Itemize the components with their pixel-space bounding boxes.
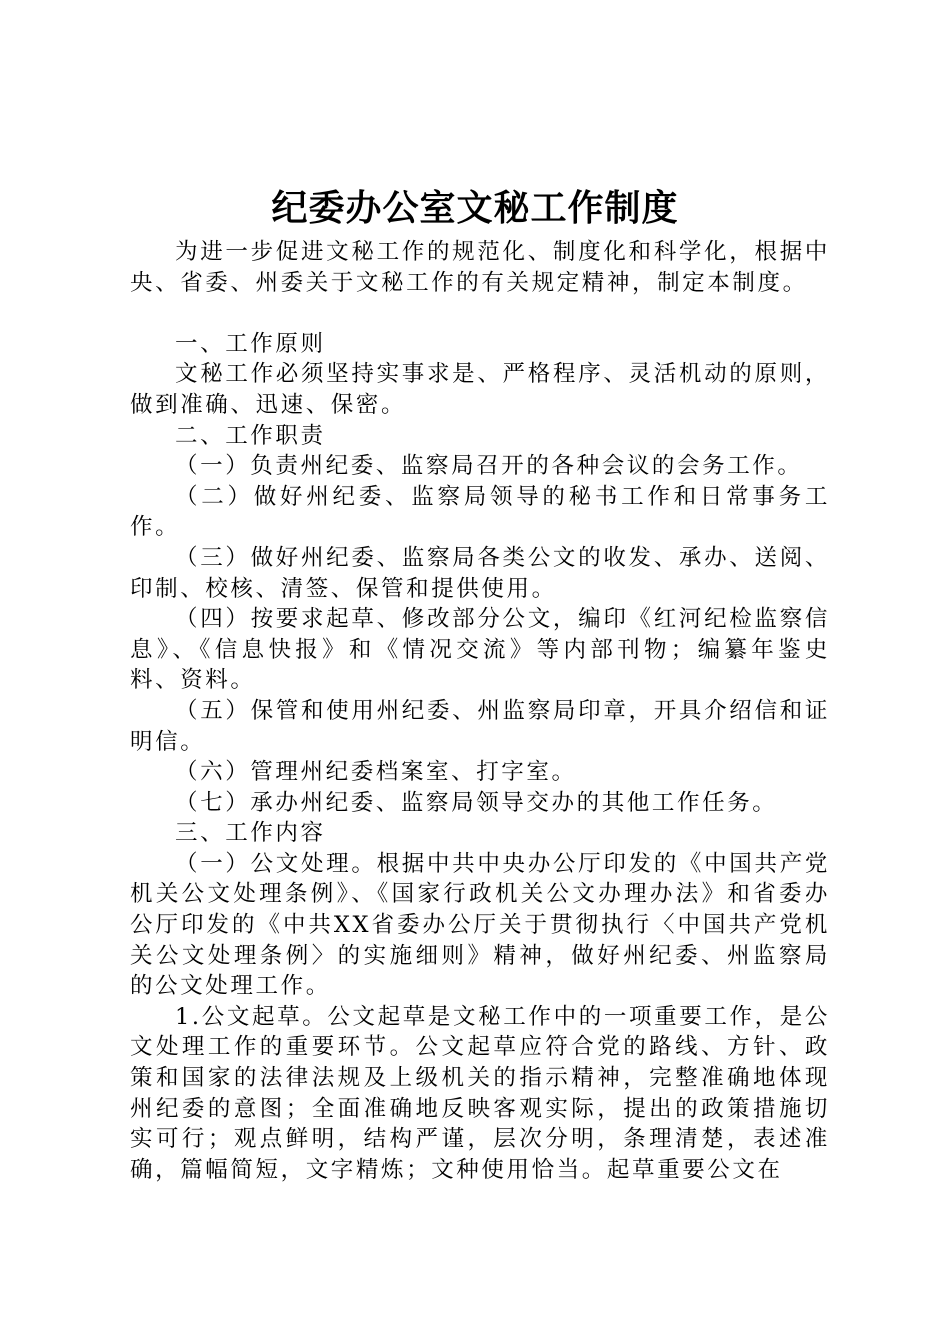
content-item-drafting: 1.公文起草。公文起草是文秘工作中的一项重要工作，是公文处理工作的重要环节。公文起草应符合党的路线、方针、政策和国家的法律法规及上级机关的指示精神，完整准确地体现州纪委的意图；全面准确地反映客观实际，提出的政策措施切实可行；观点鲜明，结构严谨，层次分明，条理清楚，表述准确，篇幅简短，文字精炼；文种使用恰当。起草重要公文在 [130,1003,830,1183]
document-title: 纪委办公室文秘工作制度 [271,187,679,229]
blank-line [130,298,830,329]
principles-paragraph: 文秘工作必须坚持实事求是、严格程序、灵活机动的原则，做到准确、迅速、保密。 [130,361,830,418]
duty-item-6: （六）管理州纪委档案室、打字室。 [175,759,577,786]
duty-item-5: （五）保管和使用州纪委、州监察局印章，开具介绍信和证明信。 [130,697,830,755]
intro-paragraph: 为进一步促进文秘工作的规范化、制度化和科学化，根据中央、省委、州委关于文秘工作的有关规定精神，制定本制度。 [130,239,830,296]
duty-item-4: （四）按要求起草、修改部分公文，编印《红河纪检监察信息》、《信息快报》和《情况交流》等内部刊物；编纂年鉴史料、资料。 [130,606,830,694]
section-heading-principles: 一、工作原则 [175,330,326,357]
duty-item-2: （二）做好州纪委、监察局领导的秘书工作和日常事务工作。 [130,483,830,541]
duty-item-7: （七）承办州纪委、监察局领导交办的其他工作任务。 [175,789,778,816]
document-body [130,237,830,1185]
section-heading-duties: 二、工作职责 [175,422,326,449]
duty-item-1: （一）负责州纪委、监察局召开的各种会议的会务工作。 [175,453,803,480]
duty-item-3: （三）做好州纪委、监察局各类公文的收发、承办、送阅、印制、校核、清签、保管和提供使用。 [130,544,830,602]
content-item-document-processing: （一）公文处理。根据中共中央办公厅印发的《中国共产党机关公文处理条例》、《国家行政机关公文办理办法》和省委办公厅印发的《中共XX省委办公厅关于贯彻执行〈中国共产党机关公文处理条例〉的实施细则》精神，做好州纪委、州监察局的公文处理工作。 [130,850,830,1000]
section-heading-content: 三、工作内容 [175,820,326,847]
